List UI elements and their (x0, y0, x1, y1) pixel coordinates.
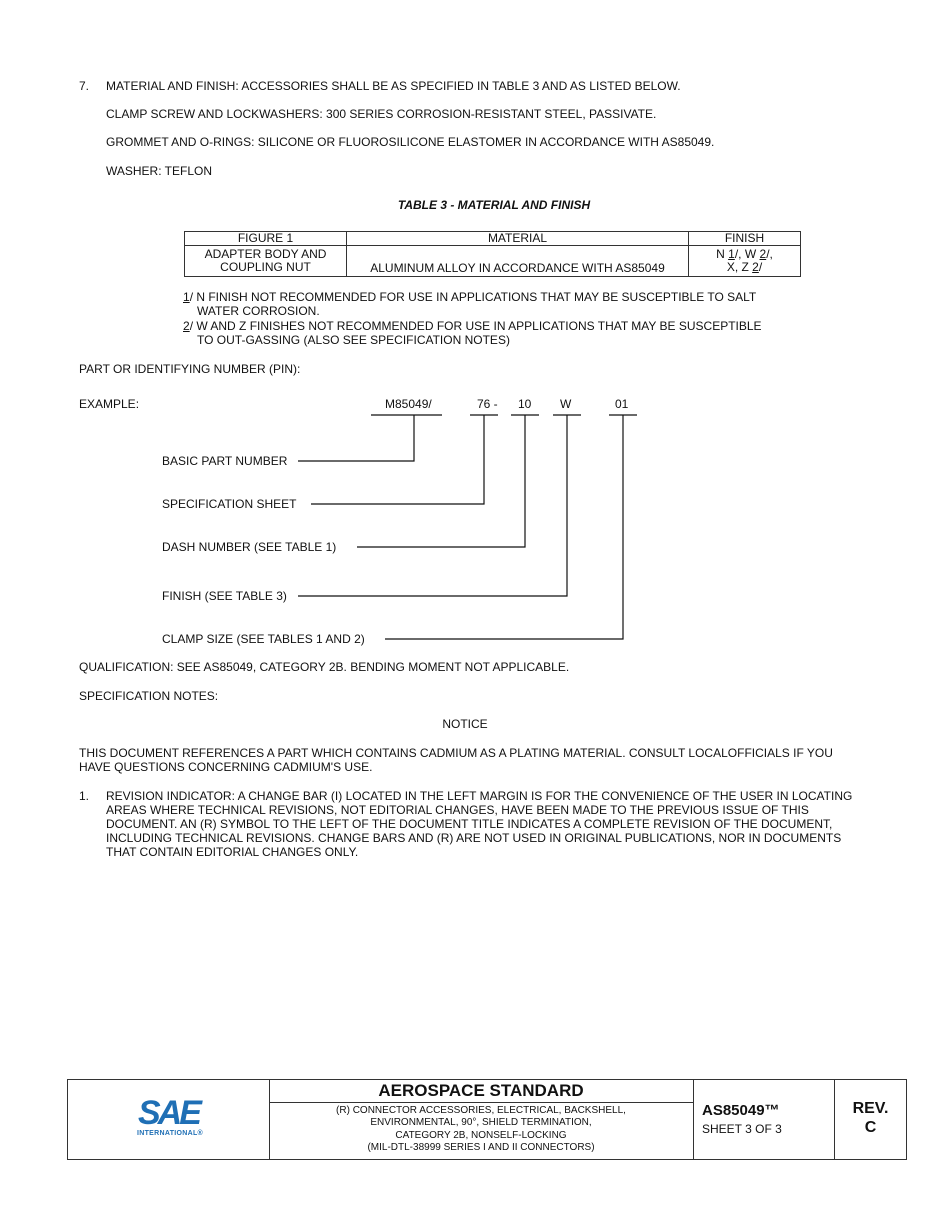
note-2-ref: 2 (183, 319, 190, 333)
revision-value: C (864, 1119, 877, 1136)
sae-logo: SAE (138, 1094, 199, 1132)
table-3-title: TABLE 3 - MATERIAL AND FINISH (397, 198, 591, 212)
label-dash-number: DASH NUMBER (SEE TABLE 1) (162, 540, 337, 554)
finish-w-ref: 2 (759, 247, 767, 261)
pin-part-finish: W (560, 397, 572, 411)
note-1-line: REVISION INDICATOR: A CHANGE BAR (I) LOCATED IN THE LEFT MARGIN IS FOR THE CONVENIENCE OF THE USER IN LOCATING (106, 789, 853, 803)
section-7-heading: MATERIAL AND FINISH: ACCESSORIES SHALL BE AS SPECIFIED IN TABLE 3 AND AS LISTED BELOW. (106, 79, 681, 93)
sheet-number: SHEET 3 OF 3 (702, 1122, 782, 1136)
header-finish: FINISH (689, 232, 801, 246)
clamp-screw-spec: CLAMP SCREW AND LOCKWASHERS: 300 SERIES CORROSION-RESISTANT STEEL, PASSIVATE. (106, 107, 657, 121)
header-figure: FIGURE 1 (185, 232, 347, 246)
leader-basic (298, 415, 414, 461)
finish-xz-ref: 2 (752, 260, 759, 274)
notice-line-2: HAVE QUESTIONS CONCERNING CADMIUM'S USE. (79, 760, 373, 774)
label-clamp-size: CLAMP SIZE (SEE TABLES 1 AND 2) (162, 632, 365, 646)
figure-line-2: COUPLING NUT (220, 260, 311, 274)
note-1-line: INCLUDING TECHNICAL REVISIONS. CHANGE BARS AND (R) ARE NOT USED IN ORIGINAL PUBLICATIONS, NOR IN DOCUMENTS (106, 831, 842, 845)
pin-part-clamp: 01 (615, 397, 629, 411)
title-cell (269, 1080, 694, 1159)
notice-line-1: THIS DOCUMENT REFERENCES A PART WHICH CONTAINS CADMIUM AS A PLATING MATERIAL. CONSULT LOCALOFFICIALS IF YOU (79, 746, 833, 760)
desc-line: CATEGORY 2B, NONSELF-LOCKING (395, 1129, 567, 1141)
logo-cell (68, 1080, 270, 1159)
cell-material: ALUMINUM ALLOY IN ACCORDANCE WITH AS85049 (347, 246, 689, 277)
note-1-line: DOCUMENT. AN (R) SYMBOL TO THE LEFT OF THE DOCUMENT TITLE INDICATES A COMPLETE REVISION OF THE DOCUMENT, (106, 817, 833, 831)
logo-sub-text: INTERNATIONAL (137, 1130, 198, 1137)
desc-line: ENVIRONMENTAL, 90°, SHIELD TERMINATION, (370, 1117, 592, 1129)
note-1-line: AREAS WHERE TECHNICAL REVISIONS, NOT EDITORIAL CHANGES, HAVE BEEN MADE TO THE PREVIOUS ISSUE OF THIS (106, 803, 809, 817)
leader-sheet (311, 415, 484, 504)
sae-logo-sub (137, 1130, 203, 1138)
figure-line-1: ADAPTER BODY AND (204, 247, 327, 261)
section-7-number: 7. (79, 79, 90, 93)
finish-w: /, W (734, 247, 760, 261)
label-basic-part-number: BASIC PART NUMBER (162, 454, 288, 468)
note-2-line-2: TO OUT-GASSING (ALSO SEE SPECIFICATION NOTES) (197, 333, 510, 347)
revision-label: REV. (852, 1100, 889, 1117)
title-block (67, 1079, 907, 1160)
desc-line: (MIL-DTL-38999 SERIES I AND II CONNECTORS) (367, 1141, 595, 1153)
finish-xz: X, Z (726, 260, 753, 274)
leader-clamp (385, 415, 623, 639)
pin-part-sheet: 76 - (477, 397, 498, 411)
finish-w-end: /, (766, 247, 773, 261)
header-material: MATERIAL (347, 232, 689, 246)
spec-notes-heading: SPECIFICATION NOTES: (79, 689, 219, 703)
grommet-spec: GROMMET AND O-RINGS: SILICONE OR FLUOROSILICONE ELASTOMER IN ACCORDANCE WITH AS85049. (106, 135, 715, 149)
finish-xz-end: / (758, 260, 763, 274)
pin-part-basic: M85049/ (385, 397, 432, 411)
pin-part-dash: 10 (518, 397, 532, 411)
desc-line: (R) CONNECTOR ACCESSORIES, ELECTRICAL, BACKSHELL, (336, 1105, 626, 1116)
pin-heading: PART OR IDENTIFYING NUMBER (PIN): (79, 362, 301, 376)
washer-spec: WASHER: TEFLON (106, 164, 213, 178)
note-1-line: THAT CONTAIN EDITORIAL CHANGES ONLY. (106, 845, 359, 859)
logo-reg-mark: ® (197, 1130, 204, 1137)
leader-dash (357, 415, 525, 547)
note-1-number: 1. (79, 789, 90, 803)
document-description (269, 1105, 693, 1154)
note-2-line-1: / W AND Z FINISHES NOT RECOMMENDED FOR USE IN APPLICATIONS THAT MAY BE SUSCEPTIBLE (189, 319, 762, 333)
finish-n-ref: 1 (728, 247, 735, 261)
label-finish: FINISH (SEE TABLE 3) (162, 589, 287, 603)
example-label: EXAMPLE: (79, 397, 140, 411)
finish-n: N (716, 247, 729, 261)
note-1-line-2: WATER CORROSION. (197, 304, 320, 318)
doc-number-cell (694, 1080, 835, 1159)
label-specification-sheet: SPECIFICATION SHEET (162, 497, 297, 511)
qualification: QUALIFICATION: SEE AS85049, CATEGORY 2B. BENDING MOMENT NOT APPLICABLE. (79, 660, 570, 674)
note-1-line-1: / N FINISH NOT RECOMMENDED FOR USE IN APPLICATIONS THAT MAY BE SUSCEPTIBLE TO SALT (189, 290, 757, 304)
document-number: AS85049™ (702, 1102, 780, 1119)
notice-title: NOTICE (442, 717, 488, 731)
leader-finish (298, 415, 567, 596)
note-1-ref: 1 (183, 290, 190, 304)
revision-cell (835, 1080, 906, 1159)
document-type: AEROSPACE STANDARD (269, 1080, 693, 1103)
